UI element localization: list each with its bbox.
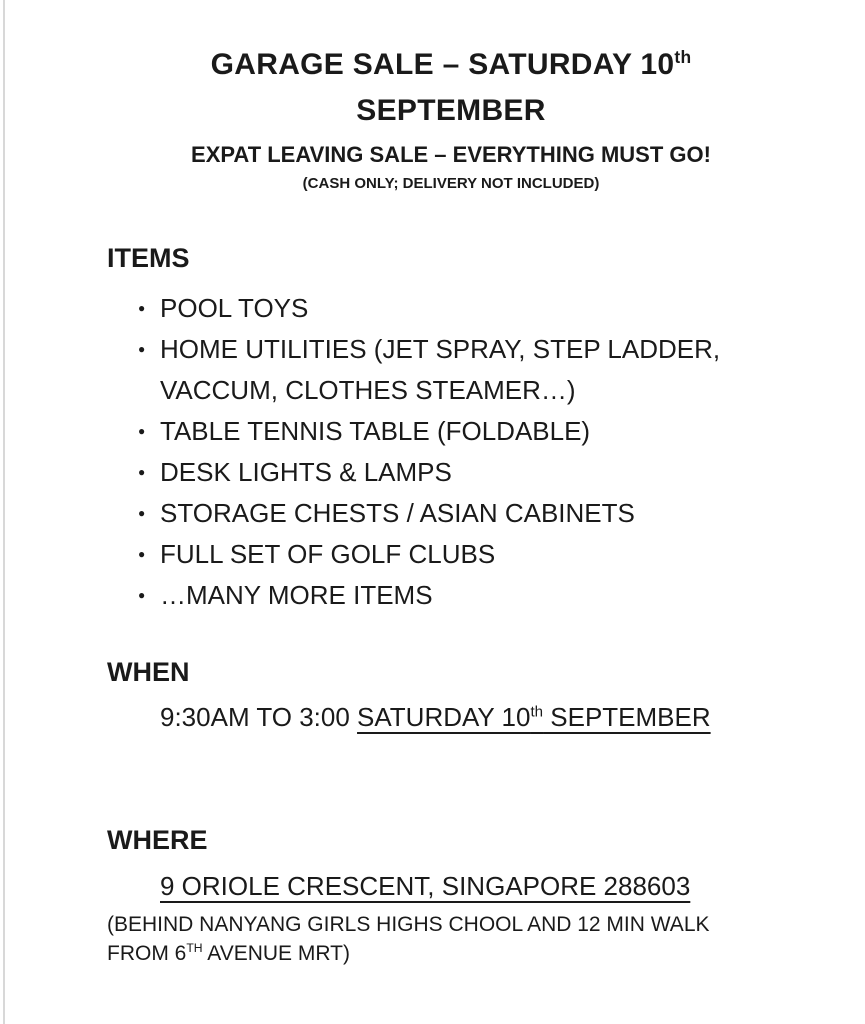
title-ordinal-suffix: th <box>674 47 692 67</box>
left-edge-divider <box>3 0 5 1024</box>
title-line-1-text: GARAGE SALE – SATURDAY 10 <box>210 48 675 81</box>
where-address-underlined: 9 ORIOLE CRESCENT, SINGAPORE 288603 <box>160 871 691 901</box>
when-date-ordinal-suffix: th <box>530 703 544 721</box>
flyer-title <box>107 42 795 134</box>
flyer-terms: (CASH ONLY; DELIVERY NOT INCLUDED) <box>302 175 600 192</box>
where-directions-note <box>107 910 755 968</box>
when-time-range: 9:30AM TO 3:00 <box>160 702 358 732</box>
flyer-header <box>107 42 795 195</box>
list-item: ● FULL SET OF GOLF CLUBS <box>107 534 740 575</box>
when-heading: WHEN <box>107 657 190 687</box>
items-section <box>107 243 795 616</box>
where-note-text: (BEHIND NANYANG GIRLS HIGHS CHOOL AND 12 MIN WALK FROM 6 <box>107 913 710 965</box>
list-item: ● HOME UTILITIES (JET SPRAY, STEP LADDER, VACCUM, CLOTHES STEAMER…) <box>107 329 740 411</box>
where-address <box>160 871 795 901</box>
when-detail <box>160 702 795 732</box>
when-date-main: SATURDAY 10 <box>357 702 531 732</box>
when-date-underlined <box>357 702 711 732</box>
items-list <box>107 288 740 616</box>
where-section <box>107 825 795 968</box>
list-item: ● STORAGE CHESTS / ASIAN CABINETS <box>107 493 740 534</box>
list-item: ● POOL TOYS <box>107 288 740 329</box>
title-line-1 <box>107 42 795 88</box>
list-item: ● DESK LIGHTS & LAMPS <box>107 452 740 493</box>
list-item: ● …MANY MORE ITEMS <box>107 575 740 616</box>
title-line-2: SEPTEMBER <box>356 94 546 127</box>
when-date-month: SEPTEMBER <box>543 702 711 732</box>
when-section <box>107 657 795 732</box>
where-heading: WHERE <box>107 825 208 855</box>
where-note-ordinal-suffix: TH <box>186 941 203 955</box>
flyer-subtitle: EXPAT LEAVING SALE – EVERYTHING MUST GO! <box>191 142 711 167</box>
items-heading: ITEMS <box>107 243 190 273</box>
where-note-text-end: AVENUE MRT) <box>202 942 350 965</box>
list-item: ● TABLE TENNIS TABLE (FOLDABLE) <box>107 411 740 452</box>
